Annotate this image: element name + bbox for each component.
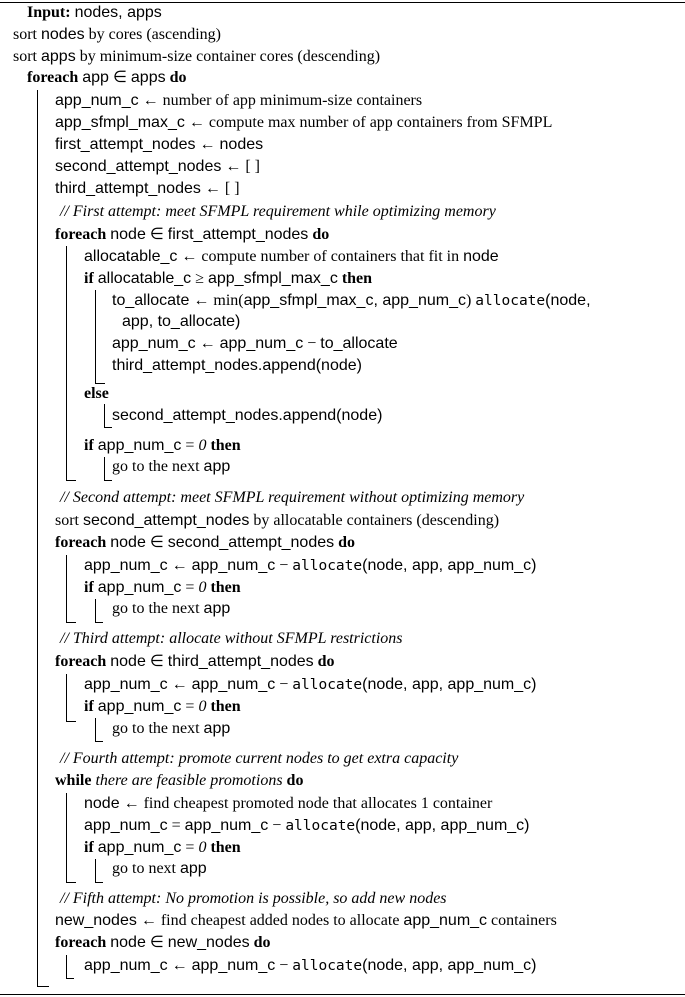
algorithm-line	[13, 46, 380, 68]
line-token: Input:	[27, 4, 75, 21]
algorithm-line	[112, 456, 230, 478]
line-token: −	[275, 957, 293, 974]
line-token: if	[84, 698, 98, 715]
line-token: allocate	[292, 677, 363, 693]
line-token: nodes	[41, 26, 85, 43]
line-token: apps	[41, 48, 76, 65]
algorithm-line	[55, 510, 499, 532]
line-token: =	[181, 698, 199, 715]
line-token: go to the next	[112, 720, 204, 737]
algorithm-line	[55, 112, 552, 134]
line-token: foreach	[55, 534, 111, 551]
algorithm-line	[60, 748, 458, 770]
line-token: then	[206, 698, 241, 715]
line-token: // Fifth attempt: No promotion is possible, so add new nodes	[60, 890, 447, 907]
line-token: allocate	[292, 958, 363, 974]
algorithm-line	[84, 577, 241, 599]
algorithm-line	[84, 837, 241, 859]
line-token: ←	[195, 136, 220, 153]
line-token: app_num_c	[191, 557, 276, 574]
line-token: ≥	[191, 270, 208, 287]
line-token: go to the next	[112, 458, 204, 475]
line-token: allocatable_c	[97, 270, 192, 287]
line-token: do	[249, 934, 271, 951]
line-token: ← [ ]	[221, 158, 260, 175]
line-token: new_nodes	[55, 912, 137, 929]
block-bar	[66, 555, 67, 622]
line-token: ∈	[145, 534, 168, 551]
line-token: (node, app, app_num_c)	[362, 557, 537, 574]
algorithm-line	[55, 651, 335, 673]
algorithm-line	[27, 67, 187, 89]
line-token: nodes, apps	[74, 4, 162, 21]
line-token: ←	[195, 335, 220, 352]
line-token: −	[268, 817, 286, 834]
line-token: by cores (ascending)	[84, 26, 221, 43]
algorithm-line	[84, 793, 492, 815]
block-bar-tick	[104, 427, 112, 428]
line-token: by allocatable containers (descending)	[249, 512, 500, 529]
algorithm-line	[112, 333, 398, 355]
line-token: =	[181, 579, 199, 596]
algorithm-line	[112, 355, 362, 377]
line-token: node	[110, 653, 146, 670]
line-token: −	[275, 557, 293, 574]
line-token: ∈	[145, 934, 168, 951]
line-token: sort	[55, 512, 83, 529]
block-bar	[66, 793, 67, 882]
line-token: app	[203, 458, 231, 475]
line-token: there are feasible promotions	[95, 772, 283, 789]
line-token: (node, app, app_num_c)	[362, 957, 537, 974]
line-token: by minimum-size container cores (descending)	[75, 48, 381, 65]
line-token: first_attempt_nodes	[55, 136, 196, 153]
algorithm-line	[84, 696, 241, 718]
line-token: foreach	[27, 69, 83, 86]
line-token: // Third attempt: allocate without SFMPL restrictions	[60, 630, 403, 647]
algorithm-line	[27, 2, 162, 24]
line-token: do	[334, 534, 356, 551]
line-token: third_attempt_nodes	[167, 653, 314, 670]
line-token: app_num_c	[403, 912, 488, 929]
line-token: allocatable_c	[84, 248, 178, 265]
line-token: // Fourth attempt: promote current nodes to get extra capacity	[60, 750, 459, 767]
block-bar-tick	[104, 480, 112, 481]
line-token: app_num_c	[97, 579, 182, 596]
line-token: do	[165, 69, 187, 86]
line-token: ∈	[145, 226, 168, 243]
line-token: ← find cheapest promoted node that allocates 1 container	[119, 795, 493, 812]
line-token: node	[110, 226, 146, 243]
line-token: while	[55, 772, 96, 789]
line-token: app	[203, 720, 231, 737]
line-token: app_num_c	[84, 676, 168, 693]
line-token: app_num_c	[97, 698, 182, 715]
line-token: app	[203, 600, 231, 617]
line-token: app_num_c	[191, 957, 276, 974]
line-token: node	[463, 248, 499, 265]
line-token: if	[84, 839, 98, 856]
line-token: go to next	[112, 860, 180, 877]
line-token: then	[206, 579, 241, 596]
algorithm-line	[84, 674, 536, 696]
line-token: −	[275, 676, 293, 693]
block-bar	[66, 674, 67, 721]
algorithm-line	[84, 815, 530, 837]
line-token: app_num_c	[219, 335, 304, 352]
line-token: then	[337, 270, 373, 287]
line-token: ← find cheapest added nodes to allocate	[136, 912, 404, 929]
line-token: containers	[487, 912, 557, 929]
line-token: if	[84, 437, 98, 454]
line-token: first_attempt_nodes	[167, 226, 309, 243]
block-bar-tick	[66, 480, 76, 481]
line-token: allocate	[285, 818, 356, 834]
line-token: do	[308, 226, 330, 243]
line-token: app_num_c	[97, 437, 182, 454]
line-token: ← min(	[189, 292, 244, 309]
algorithm-line	[55, 932, 271, 954]
algorithm-line	[122, 311, 240, 333]
line-token: go to the next	[112, 600, 204, 617]
line-token: foreach	[55, 934, 111, 951]
line-token: third_attempt_nodes.append(node)	[112, 357, 362, 374]
line-token: 0	[198, 579, 207, 596]
line-token: ← [ ]	[200, 180, 240, 197]
block-bar	[95, 859, 96, 882]
line-token: second_attempt_nodes	[55, 158, 222, 175]
line-token: app_num_c	[184, 817, 269, 834]
line-token: ←	[167, 676, 192, 693]
block-bar-tick	[95, 383, 105, 384]
line-token: sort	[13, 48, 41, 65]
line-token: node	[110, 934, 146, 951]
line-token: =	[181, 839, 199, 856]
algorithm-line	[112, 405, 382, 427]
algorithm-line	[60, 487, 524, 509]
block-bar	[95, 290, 96, 383]
algorithm-line	[55, 770, 303, 792]
line-token: app_num_c	[191, 676, 276, 693]
line-token: node	[110, 534, 146, 551]
algorithm-line	[84, 383, 109, 405]
block-bar-tick	[66, 721, 76, 722]
line-token: 0	[198, 698, 207, 715]
line-token: second_attempt_nodes.append(node)	[112, 407, 383, 424]
line-token: do	[282, 772, 304, 789]
line-token: node	[84, 795, 120, 812]
algorithm-line	[55, 224, 329, 246]
algorithm-line	[112, 718, 230, 740]
block-bar-tick	[95, 882, 103, 883]
algorithm-line	[84, 555, 536, 577]
line-token: ← compute max number of app containers from SFMPL	[184, 114, 553, 131]
line-token: =	[167, 817, 185, 834]
line-token: app_num_c	[97, 839, 182, 856]
line-token: allocate	[475, 293, 546, 309]
line-token: app_num_c	[112, 335, 196, 352]
block-bar-tick	[37, 986, 49, 987]
block-bar-tick	[66, 978, 74, 979]
line-token: (node, app, app_num_c)	[355, 817, 530, 834]
algorithm-line	[55, 156, 260, 178]
line-token: (node, app, app_num_c)	[362, 676, 537, 693]
line-token: // Second attempt: meet SFMPL requirement without optimizing memory	[60, 489, 525, 506]
line-token: if	[84, 579, 98, 596]
line-token: −	[303, 335, 321, 352]
line-token: ← compute number of containers that fit in	[177, 248, 464, 265]
line-token: new_nodes	[167, 934, 250, 951]
line-token: )	[465, 292, 476, 309]
line-token: // First attempt: meet SFMPL requirement while optimizing memory	[60, 203, 496, 220]
line-token: ←	[167, 557, 192, 574]
line-token: app	[180, 860, 207, 877]
line-token: ∈	[108, 69, 131, 86]
block-bar-tick	[95, 741, 103, 742]
algorithm-line	[84, 246, 499, 268]
algorithm-line	[60, 201, 496, 223]
algorithm-line	[60, 628, 403, 650]
algorithm-line	[84, 435, 241, 457]
block-bar-tick	[95, 622, 103, 623]
line-token: ←	[167, 957, 192, 974]
line-token: ← number of app minimum-size containers	[138, 92, 423, 109]
line-token: nodes	[219, 136, 264, 153]
line-token: then	[206, 437, 241, 454]
algorithm-line	[55, 178, 240, 200]
line-token: to_allocate	[320, 335, 398, 352]
line-token: 0	[198, 839, 207, 856]
line-token: app_num_c	[55, 92, 139, 109]
line-token: else	[84, 385, 109, 402]
line-token: foreach	[55, 653, 111, 670]
block-bar	[104, 457, 105, 480]
line-token: app_sfmpl_max_c, app_num_c	[243, 292, 466, 309]
line-token: apps	[130, 69, 166, 86]
line-token: app	[82, 69, 109, 86]
block-bar-tick	[66, 622, 76, 623]
bottom-rule	[0, 994, 685, 995]
algorithm-line	[84, 268, 372, 290]
algorithm-line	[60, 888, 447, 910]
line-token: second_attempt_nodes	[167, 534, 335, 551]
block-bar	[37, 90, 38, 986]
algorithm-line	[55, 134, 263, 156]
line-token: app_sfmpl_max_c	[207, 270, 338, 287]
algorithm-line	[55, 532, 355, 554]
algorithm-line	[112, 290, 591, 312]
block-bar-tick	[66, 882, 76, 883]
line-token: app_sfmpl_max_c	[55, 114, 185, 131]
block-bar	[104, 404, 105, 427]
line-token: then	[206, 839, 241, 856]
algorithm-line	[84, 955, 536, 977]
algorithm-line	[112, 598, 230, 620]
line-token: allocate	[292, 558, 363, 574]
line-token: if	[84, 270, 98, 287]
line-token: sort	[13, 26, 41, 43]
line-token: ∈	[145, 653, 168, 670]
algorithm-line	[55, 910, 557, 932]
block-bar	[66, 955, 67, 978]
algorithm-line	[112, 858, 207, 880]
line-token: 0	[198, 437, 207, 454]
line-token: (node,	[545, 292, 591, 309]
line-token: =	[181, 437, 199, 454]
line-token: to_allocate	[112, 292, 190, 309]
algorithm-line	[13, 24, 221, 46]
block-bar	[95, 718, 96, 741]
line-token: second_attempt_nodes	[83, 512, 250, 529]
line-token: app_num_c	[84, 957, 168, 974]
line-token: third_attempt_nodes	[55, 180, 201, 197]
line-token: app, to_allocate)	[122, 313, 241, 330]
line-token: foreach	[55, 226, 111, 243]
line-token: app_num_c	[84, 557, 168, 574]
block-bar	[95, 599, 96, 622]
line-token: do	[313, 653, 335, 670]
block-bar	[66, 246, 67, 480]
algorithm-line	[55, 90, 422, 112]
line-token: app_num_c	[84, 817, 168, 834]
